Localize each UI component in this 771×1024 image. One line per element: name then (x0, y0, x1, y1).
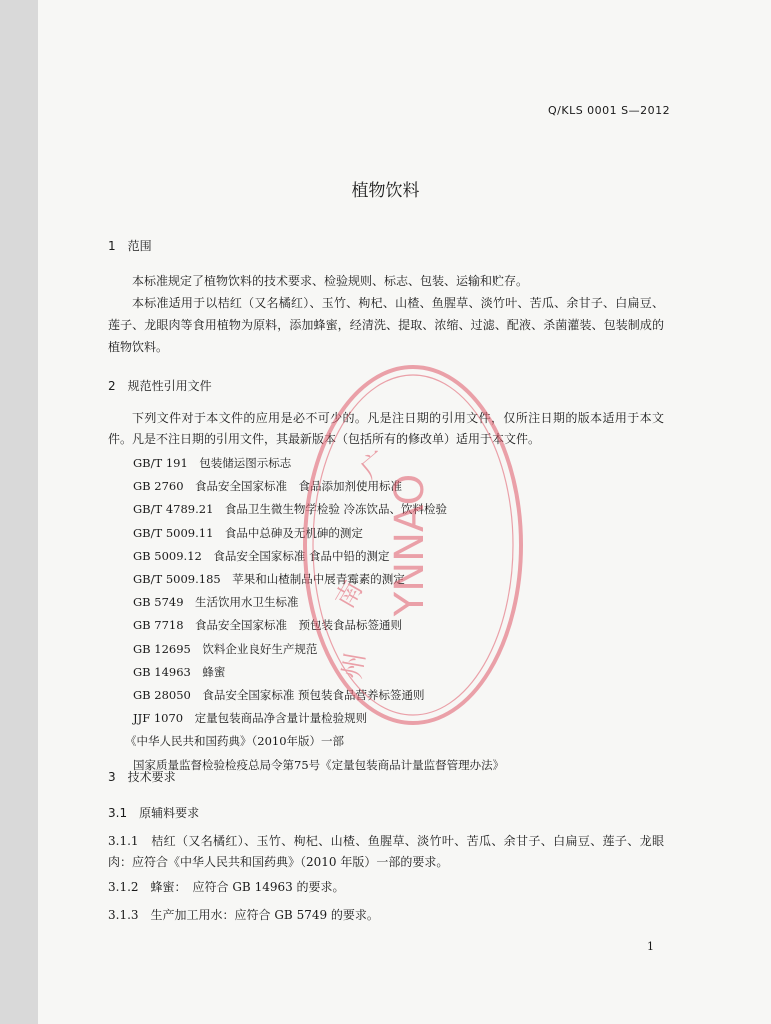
reference-item: GB/T 5009.11 食品中总砷及无机砷的测定 (133, 525, 363, 540)
section-3-1-heading: 3.1 原辅料要求 (108, 806, 200, 820)
page-number: 1 (647, 940, 654, 953)
reference-item: GB 2760 食品安全国家标准 食品添加剂使用标准 (133, 479, 403, 494)
reference-item: GB 7718 食品安全国家标准 预包装食品标签通则 (133, 618, 403, 633)
reference-item: GB 12695 饮料企业良好生产规范 (133, 641, 318, 656)
company-seal (300, 360, 526, 730)
page-title: 植物饮料 (351, 181, 420, 201)
section-1-para-2: 本标准适用于以桔红（又名橘红）、玉竹、枸杞、山楂、鱼腥草、淡竹叶、苦瓜、余甘子、白扁豆、莲子、龙眼肉等食用植物为原料，添加蜂蜜，经清洗、提取、浓缩、过滤、配液、杀菌灌装、包装制成的植物饮料。 (108, 296, 664, 354)
reference-item: JJF 1070 定量包装商品净含量计量检验规则 (133, 711, 368, 726)
section-2-heading: 2 规范性引用文件 (108, 379, 212, 393)
reference-item: GB/T 4789.21 食品卫生微生物学检验 冷冻饮品、饮料检验 (133, 502, 448, 517)
item-3-1-2: 3.1.2 蜂蜜： 应符合 GB 14963 的要求。 (108, 880, 345, 894)
section-2-intro: 下列文件对于本文件的应用是必不可少的。凡是注日期的引用文件，仅所注日期的版本适用于本文件。凡是不注日期的引用文件，其最新版本（包括所有的修改单）适用于本文件。 (108, 411, 664, 446)
svg-text:广: 广 (355, 445, 395, 486)
item-3-1-1: 3.1.1 桔红（又名橘红）、玉竹、枸杞、山楂、鱼腥草、淡竹叶、苦瓜、余甘子、白扁豆、莲子、龙眼肉：应符合《中华人民共和国药典》（2010 年版）一部的要求。 (108, 834, 664, 869)
reference-item: GB/T 191 包装储运图示标志 (133, 456, 292, 470)
reference-item: 《中华人民共和国药典》（2010年版）一部 (125, 734, 345, 749)
svg-text:南: 南 (330, 575, 370, 614)
reference-item: GB 5009.12 食品安全国家标准 食品中铅的测定 (133, 548, 390, 563)
reference-item: GB 28050 食品安全国家标准 预包装食品营养标签通则 (133, 688, 425, 702)
reference-item: GB/T 5009.185 苹果和山楂制品中展青霉素的测定 (133, 572, 405, 586)
svg-text:YNNAO: YNNAO (387, 473, 433, 617)
reference-item: GB 14963 蜂蜜 (133, 664, 226, 679)
section-1-heading: 1 范围 (108, 239, 152, 253)
section-1-para-1: 本标准规定了植物饮料的技术要求、检验规则、标志、包装、运输和贮存。 (132, 274, 529, 288)
reference-item: GB 5749 生活饮用水卫生标准 (133, 595, 299, 610)
svg-text:州: 州 (337, 650, 372, 682)
section-3-heading: 3 技术要求 (108, 770, 176, 784)
doc-code: Q/KLS 0001 S—2012 (548, 104, 671, 117)
item-3-1-3: 3.1.3 生产加工用水：应符合 GB 5749 的要求。 (108, 908, 379, 922)
reference-item: 国家质量监督检验检疫总局令第75号《定量包装商品计量监督管理办法》 (133, 757, 505, 772)
